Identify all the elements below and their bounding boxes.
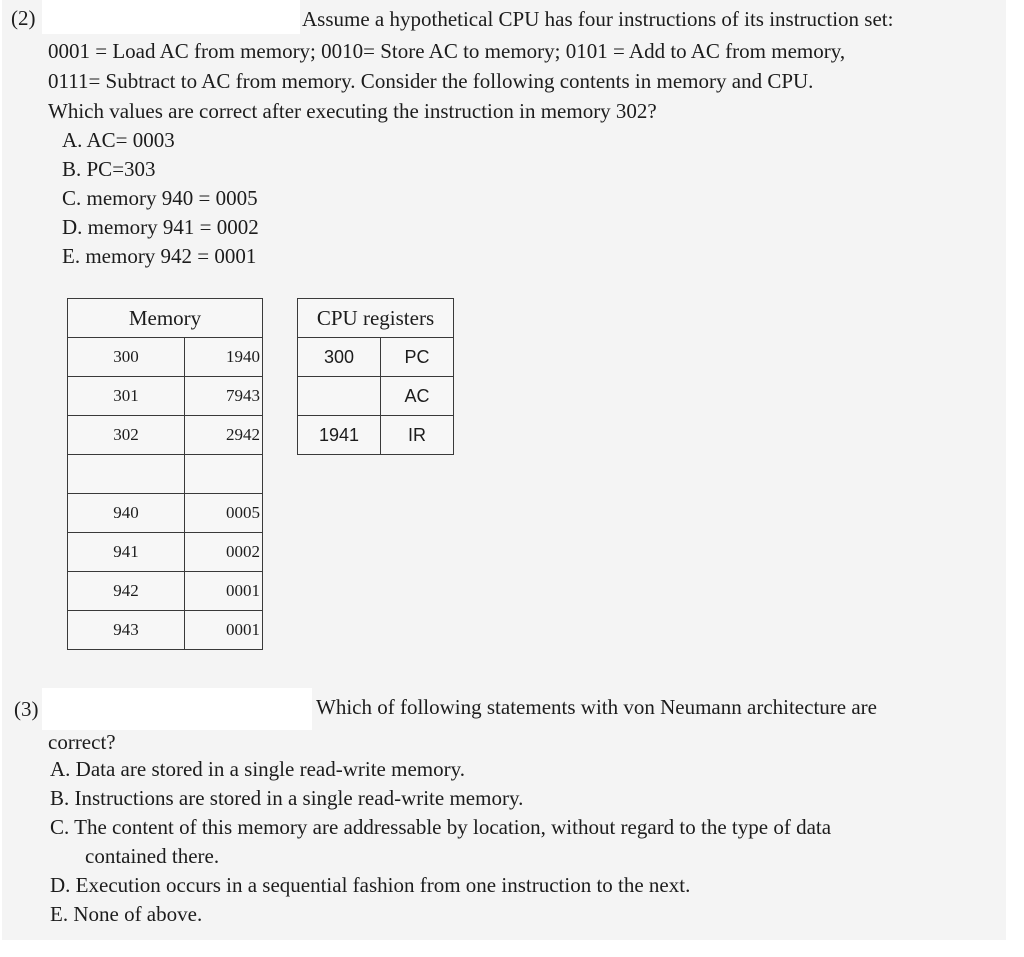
memory-table-header: Memory bbox=[68, 299, 263, 338]
redaction-box bbox=[42, 688, 312, 730]
cpu-registers-table bbox=[297, 298, 454, 455]
memory-value: 0002 bbox=[185, 533, 263, 572]
table-row bbox=[68, 416, 263, 455]
question-2-text-line: 0001 = Load AC from memory; 0010= Store AC to memory; 0101 = Add to AC from memory, bbox=[48, 39, 846, 63]
memory-address: 940 bbox=[68, 494, 185, 533]
question-3-option-e: E. None of above. bbox=[50, 902, 203, 926]
memory-value: 2942 bbox=[185, 416, 263, 455]
question-3-option-d: D. Execution occurs in a sequential fashion from one instruction to the next. bbox=[50, 873, 691, 897]
register-name: AC bbox=[381, 377, 454, 416]
memory-value: 0005 bbox=[185, 494, 263, 533]
memory-address: 942 bbox=[68, 572, 185, 611]
question-3-option-b: B. Instructions are stored in a single read-write memory. bbox=[50, 786, 524, 810]
memory-value: 0001 bbox=[185, 572, 263, 611]
question-3-option-c: C. The content of this memory are addressable by location, without regard to the type of data bbox=[50, 815, 832, 839]
memory-value: 7943 bbox=[185, 377, 263, 416]
register-value: 1941 bbox=[298, 416, 381, 455]
memory-address bbox=[68, 455, 185, 494]
question-3-number: (3) bbox=[14, 697, 39, 721]
table-row bbox=[68, 494, 263, 533]
memory-address: 300 bbox=[68, 338, 185, 377]
memory-address: 943 bbox=[68, 611, 185, 650]
register-name: IR bbox=[381, 416, 454, 455]
question-3-text-line: Which of following statements with von Neumann architecture are bbox=[316, 695, 877, 719]
question-3-option-a: A. Data are stored in a single read-write memory. bbox=[50, 757, 465, 781]
question-2-text-line: 0111= Subtract to AC from memory. Consider the following contents in memory and CPU. bbox=[48, 69, 814, 93]
memory-table bbox=[67, 298, 263, 650]
question-2-text-line: Which values are correct after executing the instruction in memory 302? bbox=[48, 99, 657, 123]
memory-value: 1940 bbox=[185, 338, 263, 377]
memory-address: 941 bbox=[68, 533, 185, 572]
table-row bbox=[298, 338, 454, 377]
table-row bbox=[68, 377, 263, 416]
memory-address: 301 bbox=[68, 377, 185, 416]
register-name: PC bbox=[381, 338, 454, 377]
question-2-option-a: A. AC= 0003 bbox=[62, 128, 175, 152]
question-3-text-line: correct? bbox=[48, 730, 116, 754]
question-2-option-b: B. PC=303 bbox=[62, 157, 156, 181]
memory-value bbox=[185, 455, 263, 494]
question-2-option-d: D. memory 941 = 0002 bbox=[62, 215, 259, 239]
table-row bbox=[68, 611, 263, 650]
question-2-option-e: E. memory 942 = 0001 bbox=[62, 244, 257, 268]
exam-page bbox=[2, 0, 1006, 940]
table-row bbox=[68, 338, 263, 377]
table-row bbox=[68, 455, 263, 494]
question-2-text-line: Assume a hypothetical CPU has four instructions of its instruction set: bbox=[302, 7, 894, 31]
register-value bbox=[298, 377, 381, 416]
memory-value: 0001 bbox=[185, 611, 263, 650]
question-2-option-c: C. memory 940 = 0005 bbox=[62, 186, 258, 210]
register-value: 300 bbox=[298, 338, 381, 377]
memory-address: 302 bbox=[68, 416, 185, 455]
question-3-option-c-continued: contained there. bbox=[85, 844, 220, 868]
table-row bbox=[298, 377, 454, 416]
table-row bbox=[298, 416, 454, 455]
cpu-registers-header: CPU registers bbox=[298, 299, 454, 338]
table-row bbox=[68, 533, 263, 572]
table-row bbox=[68, 572, 263, 611]
redaction-box bbox=[42, 0, 300, 34]
question-2-number: (2) bbox=[11, 6, 36, 30]
